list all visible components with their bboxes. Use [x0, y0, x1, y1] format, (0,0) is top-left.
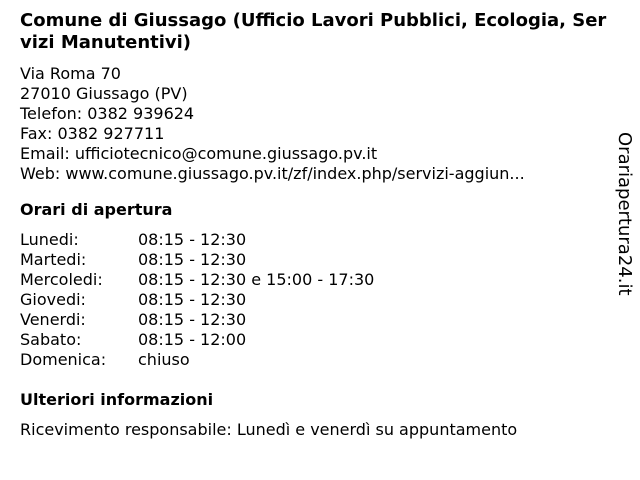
day-label: Lunedi: [20, 230, 79, 249]
hours-row-tuesday [20, 250, 610, 270]
time-range: chiuso [138, 350, 190, 369]
fax-number: Fax: 0382 927711 [20, 124, 165, 143]
office-card [20, 10, 610, 440]
additional-info-text: Ricevimento responsabile: Lunedì e venerdì su appuntamento [20, 420, 518, 439]
time-range: 08:15 - 12:30 [138, 310, 247, 329]
hours-row-monday [20, 230, 610, 250]
time-range: 08:15 - 12:30 e 15:00 - 17:30 [138, 270, 375, 289]
time-range: 08:15 - 12:30 [138, 230, 247, 249]
hours-row-sunday [20, 350, 610, 370]
time-range: 08:15 - 12:00 [138, 330, 247, 349]
day-label: Mercoledi: [20, 270, 103, 289]
opening-hours-heading: Orari di apertura [20, 200, 173, 219]
day-label: Martedi: [20, 250, 87, 269]
time-range: 08:15 - 12:30 [138, 250, 247, 269]
street-address: Via Roma 70 [20, 64, 121, 83]
day-label: Giovedi: [20, 290, 86, 309]
phone-number: Telefon: 0382 939624 [20, 104, 195, 123]
day-label: Venerdi: [20, 310, 86, 329]
hours-row-wednesday [20, 270, 610, 290]
day-label: Domenica: [20, 350, 107, 369]
opening-hours-table [20, 230, 610, 370]
time-range: 08:15 - 12:30 [138, 290, 247, 309]
site-watermark [611, 132, 637, 312]
office-title: Comune di Giussago (Ufficio Lavori Pubblici, Ecologia, Servizi Manutentivi) [20, 10, 607, 53]
website-link[interactable]: Web: www.comune.giussago.pv.it/zf/index.php/servizi-aggiun... [20, 164, 525, 183]
email-address: Email: ufficiotecnico@comune.giussago.pv.it [20, 144, 378, 163]
hours-row-thursday [20, 290, 610, 310]
day-label: Sabato: [20, 330, 82, 349]
hours-row-friday [20, 310, 610, 330]
city-postal-code: 27010 Giussago (PV) [20, 84, 188, 103]
hours-row-saturday [20, 330, 610, 350]
address-block [20, 64, 610, 184]
additional-info-heading: Ulteriori informazioni [20, 390, 214, 409]
watermark-text: Orariaperturа24.it [614, 132, 635, 296]
